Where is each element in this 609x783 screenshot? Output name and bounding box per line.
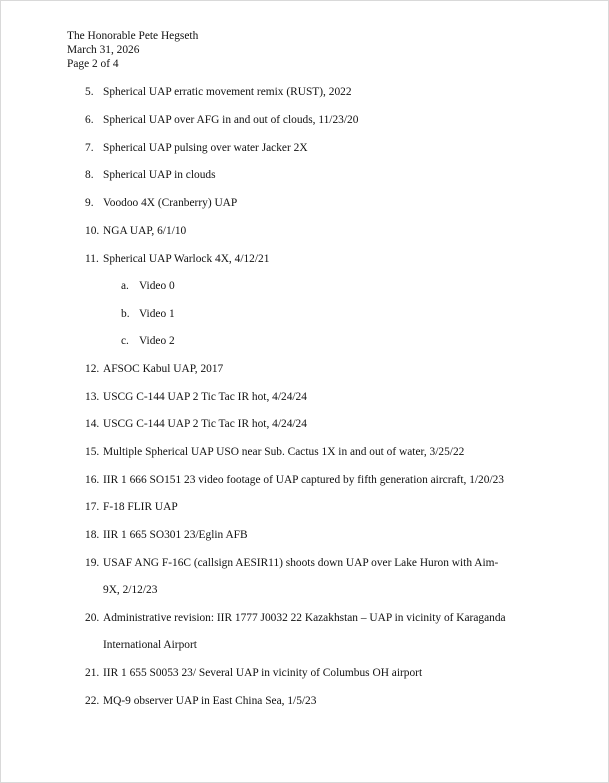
recipient-name: The Honorable Pete Hegseth [67,30,199,42]
page-number: Page 2 of 4 [67,58,119,70]
letter-header [67,29,198,71]
letter-date: March 31, 2026 [67,44,140,56]
